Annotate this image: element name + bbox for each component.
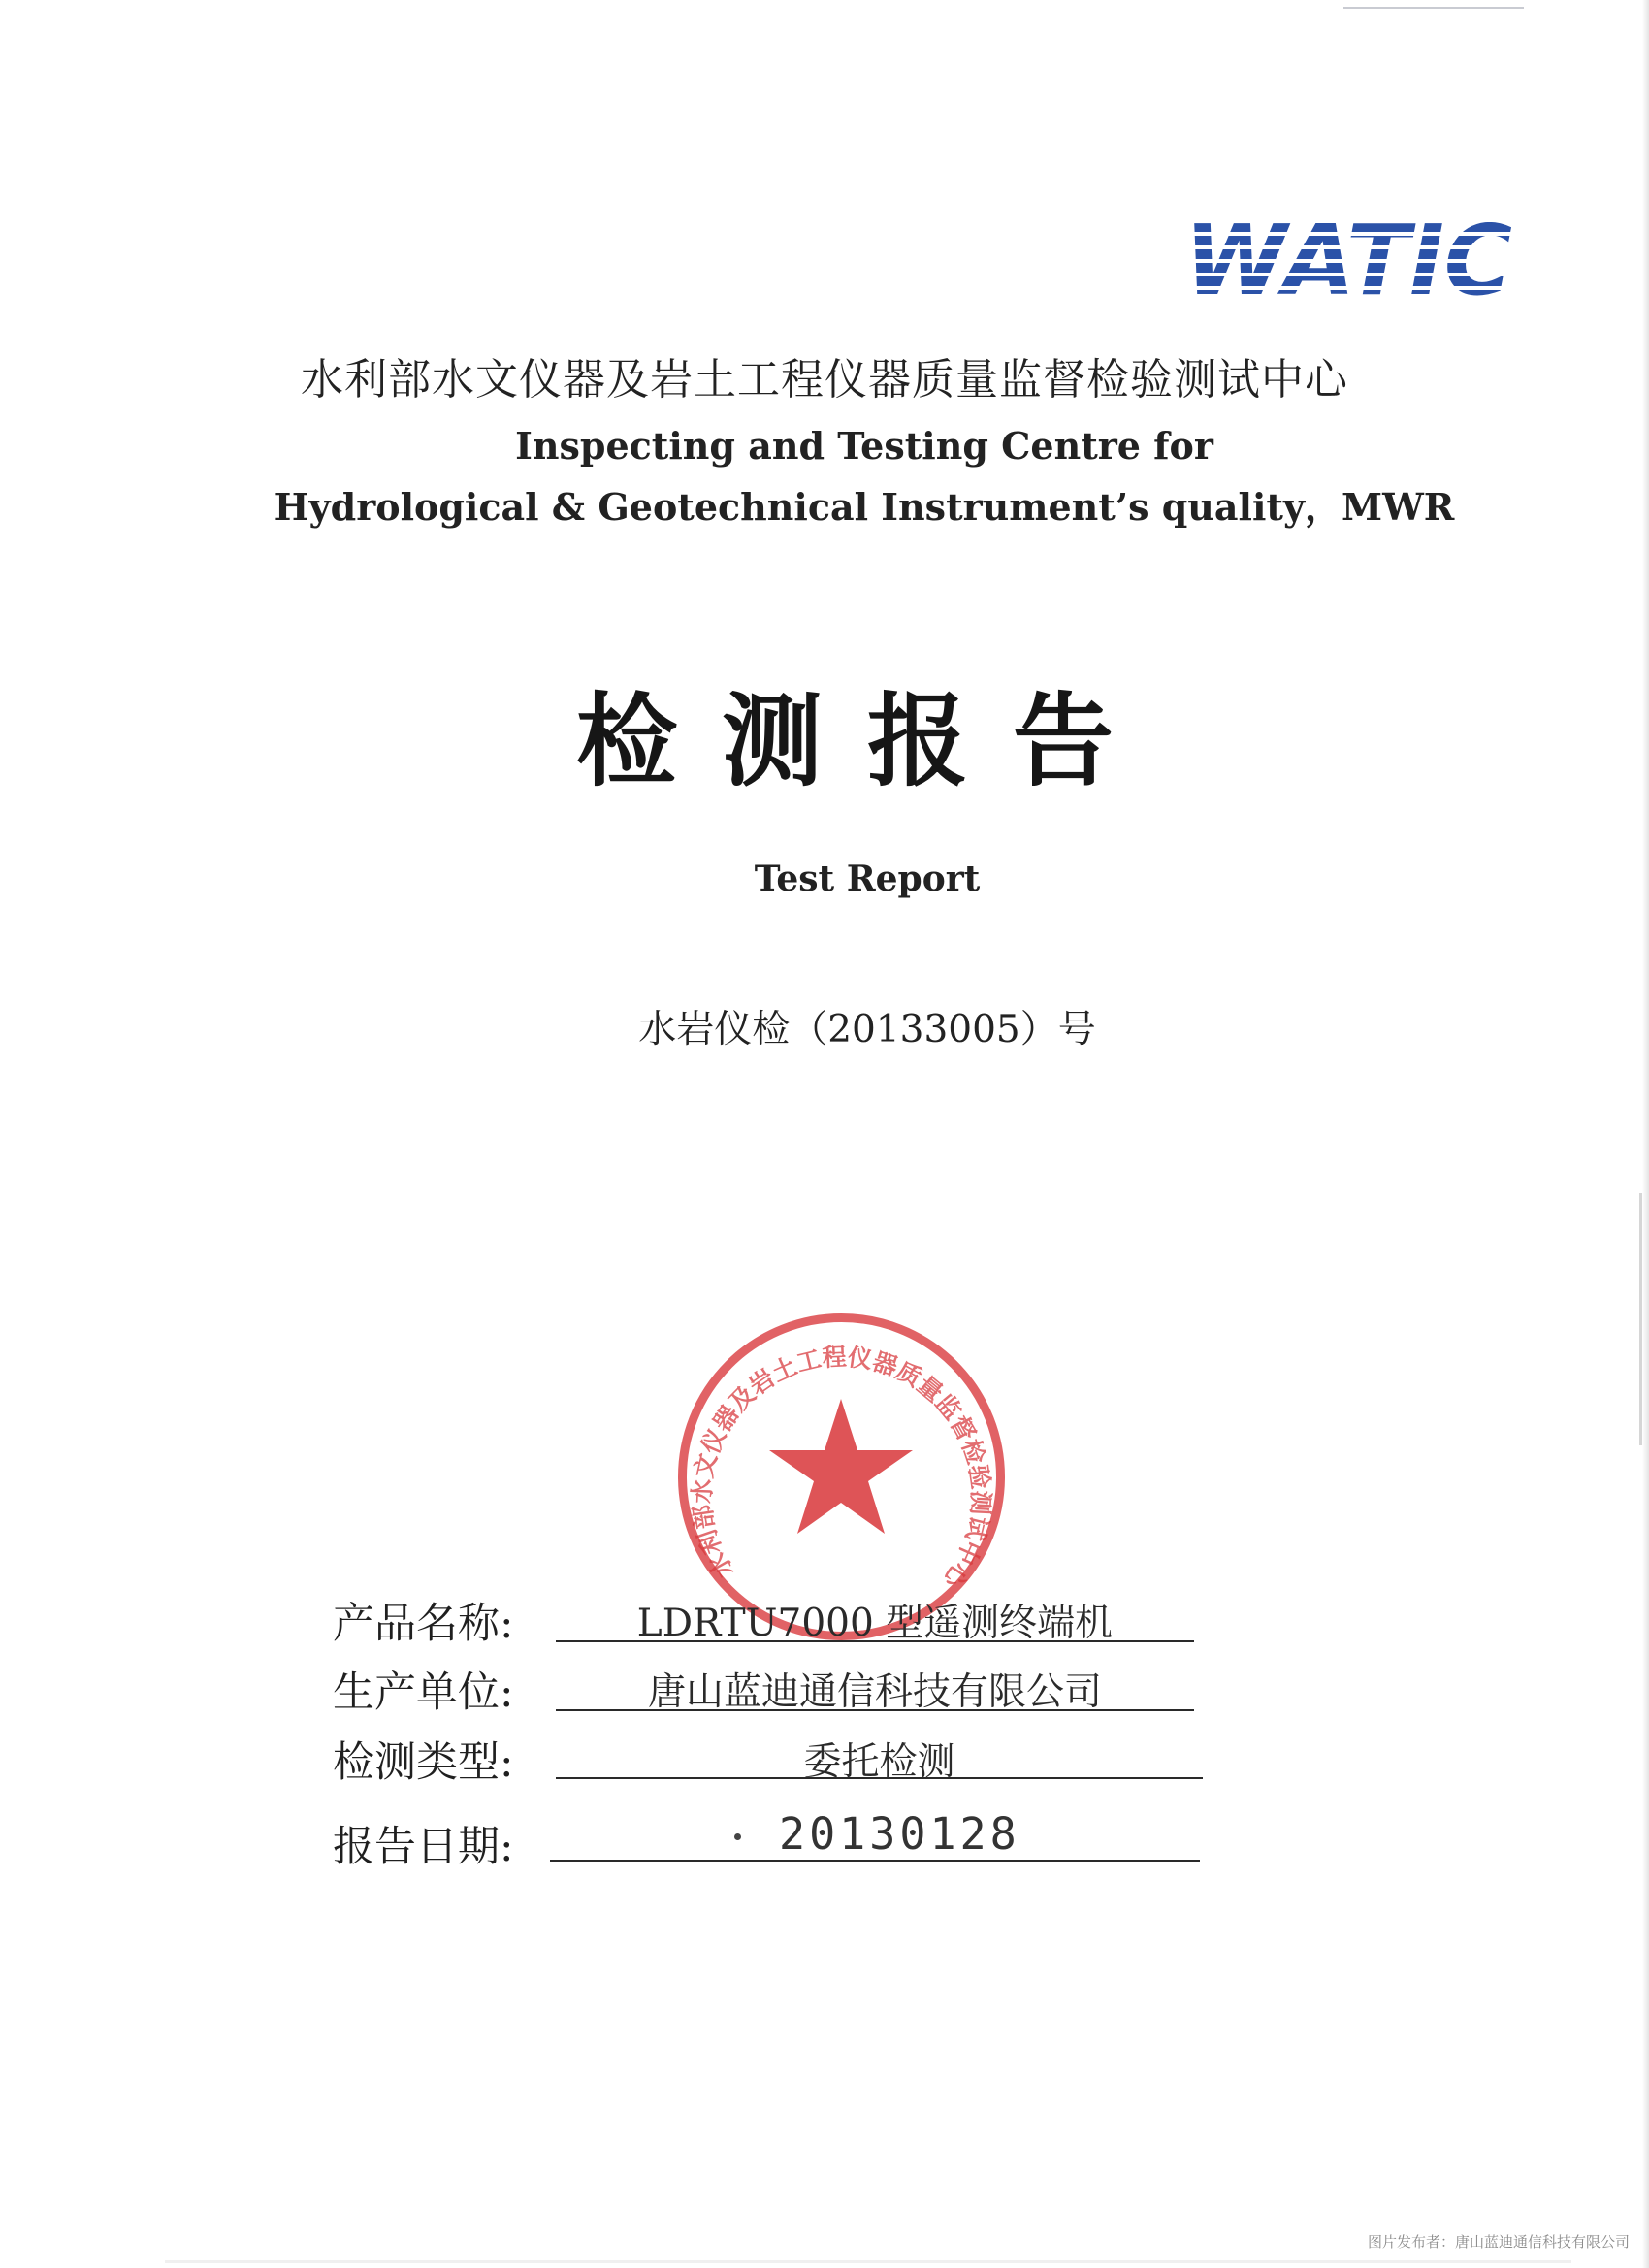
report-date-label: 报告日期: [333,1823,514,1871]
test-type-value: 委托检测 [803,1740,955,1784]
report-title-cn: 检测报告 [575,681,1158,800]
organization-name-cn: 水利部水文仪器及岩土工程仪器质量监督检验测试中心 [301,355,1348,405]
bottom-edge-line [165,2260,1571,2263]
report-number: 水岩仪检（20133005）号 [638,1008,1096,1052]
product-name-value: LDRTU7000 型遥测终端机 [636,1602,1114,1645]
product-name-label: 产品名称: [333,1600,514,1648]
organization-name-en-line1: Inspecting and Testing Centre for [515,424,1213,468]
test-type-label: 检测类型: [333,1738,514,1787]
scan-edge-mark [1639,1193,1642,1445]
seal-star-icon [769,1399,913,1534]
stray-mark [734,1833,741,1840]
report-date-underline [550,1860,1200,1862]
manufacturer-value: 唐山蓝迪通信科技有限公司 [647,1670,1102,1714]
top-edge-line [1343,7,1524,9]
watic-logo [1179,209,1518,306]
logo-text: WATIC [1184,209,1512,306]
organization-name-en-line2: Hydrological & Geotechnical Instrument’s quality，MWR [274,485,1455,529]
publisher-note: 图片发布者：唐山蓝迪通信科技有限公司 [1367,2233,1630,2251]
report-title-en: Test Report [754,859,981,899]
report-date-value: 20130128 [779,1808,1020,1860]
manufacturer-label: 生产单位: [333,1669,514,1717]
scan-edge-shadow [1642,0,1649,2268]
seal-text: 水利部水文仪器及岩土工程仪器质量监督检验测试中心 [688,1343,995,1594]
